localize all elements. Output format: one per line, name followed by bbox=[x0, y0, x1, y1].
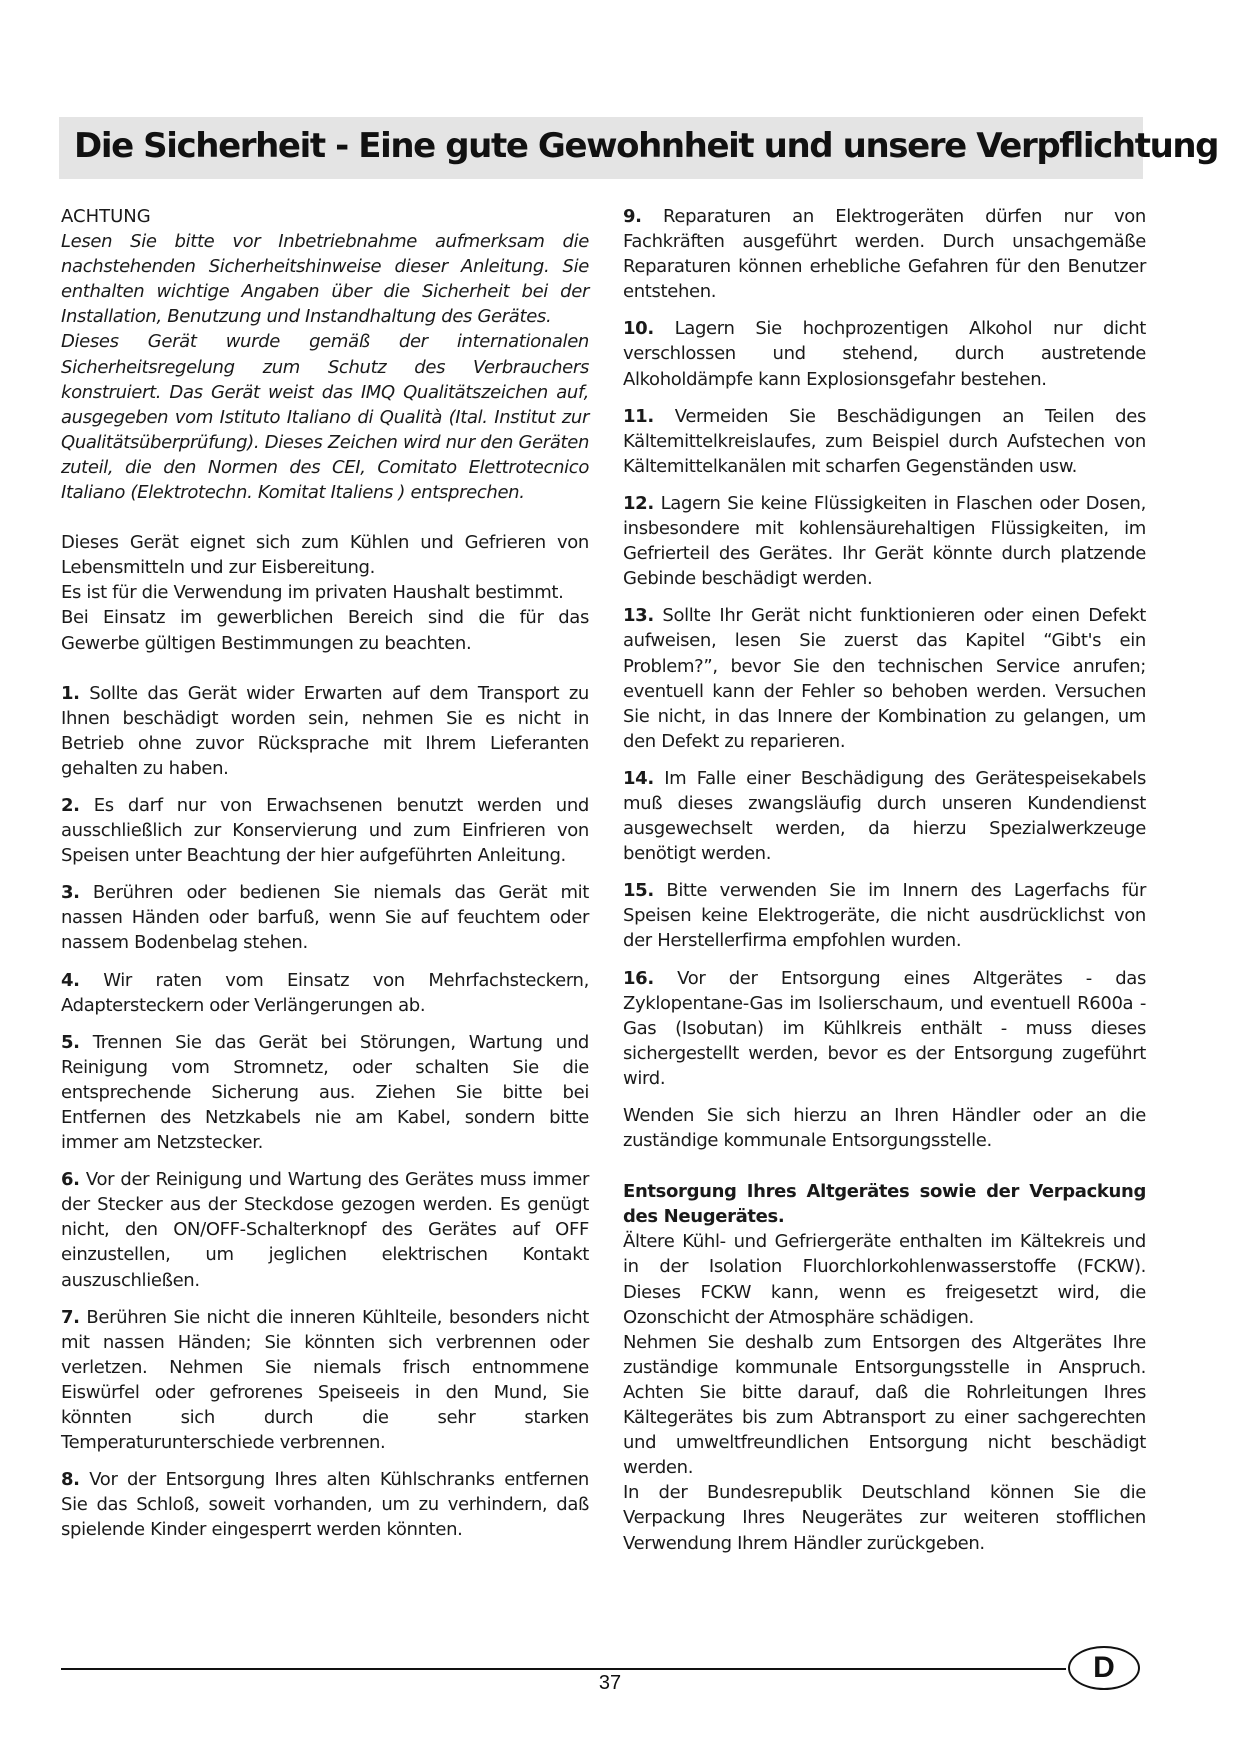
item-number: 15. bbox=[623, 880, 654, 902]
safety-item-10 bbox=[623, 316, 1146, 391]
safety-item-12 bbox=[623, 491, 1146, 591]
safety-item-8 bbox=[61, 1467, 589, 1542]
safety-item-6 bbox=[61, 1167, 589, 1292]
intro-paragraph-1: Lesen Sie bitte vor Inbetriebnahme aufmerksam die nachstehenden Sicherheitshinweise dieser Anleitung. Sie enthalten wichtige Angaben über die Sicherheit bei der Installation, Benutzung und Instandhaltung des Gerätes. bbox=[61, 231, 589, 328]
safety-item-2 bbox=[61, 793, 589, 868]
item-text: Berühren oder bedienen Sie niemals das Gerät mit nassen Händen oder barfuß, wenn Sie auf feuchtem oder nassem Bodenbelag stehen. bbox=[61, 882, 589, 954]
left-column bbox=[61, 204, 589, 1555]
item-number: 1. bbox=[61, 682, 80, 704]
achtung-heading: ACHTUNG bbox=[61, 206, 151, 227]
item-number: 5. bbox=[61, 1031, 80, 1053]
language-badge: D bbox=[1068, 1646, 1140, 1690]
item-text: Sollte das Gerät wider Erwarten auf dem Transport zu Ihnen beschädigt worden sein, nehmen Sie es nicht in Betrieb ohne zuvor Rücksprache mit Ihrem Lieferanten gehalten zu haben. bbox=[61, 682, 589, 779]
item-text: Reparaturen an Elektrogeräten dürfen nur von Fachkräften ausgeführt werden. Durch unsachgemäße Reparaturen können erhebliche Gefahren für den Benutzer entstehen. bbox=[623, 206, 1146, 303]
item-number: 9. bbox=[623, 206, 642, 227]
item-text: Sollte Ihr Gerät nicht funktionieren oder einen Defekt aufweisen, lesen Sie zuerst das Kapitel “Gibt's ein Problem?”, bevor Sie den technischen Service anrufen; eventuell kann der Fehler so behoben werden. Versuchen Sie nicht, in das Innere der Kombination zu gelangen, um den Defekt zu reparieren. bbox=[623, 605, 1146, 752]
item-number: 11. bbox=[623, 405, 654, 427]
disposal-paragraph-3: In der Bundesrepublik Deutschland können Sie die Verpackung Ihres Neugerätes zur weiteren stofflichen Verwendung Ihrem Händler zurückgeben. bbox=[623, 1482, 1146, 1554]
item-text: Berühren Sie nicht die inneren Kühlteile, besonders nicht mit nassen Händen; Sie könnten sich verbrennen oder verletzen. Nehmen Sie niemals frisch entnommene Eiswürfel oder gefrorenes Speiseeis in den Mund, Sie könnten sich durch die sehr starken Temperaturunterschiede verbrennen. bbox=[61, 1306, 589, 1454]
item-text: Wir raten vom Einsatz von Mehrfachsteckern, Adaptersteckern oder Verlängerungen ab. bbox=[61, 969, 589, 1016]
item-number: 3. bbox=[61, 882, 80, 904]
safety-item-1 bbox=[61, 681, 589, 781]
safety-item-11 bbox=[623, 404, 1146, 479]
disposal-paragraph-2: Nehmen Sie deshalb zum Entsorgen des Altgerätes Ihre zuständige kommunale Entsorgungsstelle in Anspruch. Achten Sie bitte darauf, daß die Rohrleitungen Ihres Kältegerätes bis zum Abtransport zu einer sachgerechten und umweltfreundlichen Entsorgung nicht beschädigt werden. bbox=[623, 1331, 1146, 1479]
safety-item-15 bbox=[623, 878, 1146, 953]
item-number: 4. bbox=[61, 969, 80, 991]
right-column bbox=[623, 204, 1146, 1556]
item-text: Im Falle einer Beschädigung des Gerätespeisekabels muß dieses zwangsläufig durch unseren Kundendienst ausgewechselt werden, da hierzu Spezialwerkzeuge benötigt werden. bbox=[623, 767, 1146, 865]
item-text: Vermeiden Sie Beschädigungen an Teilen des Kältemittelkreislaufes, zum Beispiel durch Aufstechen von Kältemittelkanälen mit scharfen Gegenständen usw. bbox=[623, 405, 1146, 477]
item-number: 13. bbox=[623, 605, 654, 627]
item-number: 10. bbox=[623, 318, 654, 340]
safety-item-3 bbox=[61, 880, 589, 955]
item-number: 2. bbox=[61, 794, 80, 816]
item-text: Lagern Sie hochprozentigen Alkohol nur dicht verschlossen und stehend, durch austretende Alkoholdämpfe kann Explosionsgefahr bestehen. bbox=[623, 318, 1146, 390]
usage-paragraph-3: Bei Einsatz im gewerblichen Bereich sind die für das Gewerbe gültigen Bestimmungen zu beachten. bbox=[61, 607, 589, 654]
disposal-heading: Entsorgung Ihres Altgerätes sowie der Verpackung des Neugerätes. bbox=[623, 1181, 1146, 1228]
item-number: 16. bbox=[623, 967, 654, 989]
usage-paragraph-2: Es ist für die Verwendung im privaten Haushalt bestimmt. bbox=[61, 582, 564, 604]
item-number: 7. bbox=[61, 1306, 80, 1328]
safety-item-9 bbox=[623, 204, 1146, 304]
safety-item-7 bbox=[61, 1305, 589, 1456]
safety-item-5 bbox=[61, 1030, 589, 1155]
item-text: Vor der Reinigung und Wartung des Gerätes muss immer der Stecker aus der Steckdose gezogen werden. Es genügt nicht, den ON/OFF-Schalterknopf des Gerätes auf OFF einzustellen, um jeglichen elektrischen Kontakt auszuschließen. bbox=[61, 1169, 589, 1291]
item-number: 6. bbox=[61, 1169, 80, 1191]
item-number: 8. bbox=[61, 1469, 80, 1491]
title-bar bbox=[59, 117, 1219, 179]
item-text: Bitte verwenden Sie im Innern des Lagerfachs für Speisen keine Elektrogeräte, die nicht ausdrücklichst von der Herstellerfirma empfohlen wurden. bbox=[623, 880, 1146, 952]
intro-paragraph-2: Dieses Gerät wurde gemäß der internationalen Sicherheitsregelung zum Schutz des Verbrauchers konstruiert. Das Gerät weist das IMQ Qualitätszeichen auf, ausgegeben vom Istituto Italiano di Qualità (Ital. Institut zur Qualitätsüberprüfung). Dieses Zeichen wird nur den Geräten zuteil, die den Normen des CEI, Comitato Elettrotecnico Italiano (Elektrotechn. Komitat Italiens ) entsprechen. bbox=[61, 331, 589, 504]
item-text: Trennen Sie das Gerät bei Störungen, Wartung und Reinigung vom Stromnetz, oder schalten Sie die entsprechende Sicherung aus. Ziehen Sie bitte bei Entfernen des Netzkabels nie am Kabel, sondern bitte immer am Netzstecker. bbox=[61, 1031, 589, 1154]
safety-item-13 bbox=[623, 603, 1146, 754]
item-text: Vor der Entsorgung Ihres alten Kühlschranks entfernen Sie das Schloß, soweit vorhanden, um zu verhindern, daß spielende Kinder eingesperrt werden könnten. bbox=[61, 1469, 589, 1541]
item-number: 12. bbox=[623, 492, 654, 514]
footer-rule bbox=[61, 1668, 1066, 1670]
item-text: Vor der Entsorgung eines Altgerätes - das Zyklopentane-Gas im Isolierschaum, und eventuell R600a - Gas (Isobutan) im Kühlkreis enthält - muss dieses sichergestellt werden, bevor es der Entsorgung zugeführt wird. bbox=[623, 967, 1146, 1089]
disposal-paragraph-1: Ältere Kühl- und Gefriergeräte enthalten im Kältekreis und in der Isolation Fluorchlorkohlenwasserstoffe (FCKW). Dieses FCKW kann, wenn es freigesetzt wird, die Ozonschicht der Atmosphäre schädigen. bbox=[623, 1231, 1146, 1328]
item-text: Lagern Sie keine Flüssigkeiten in Flaschen oder Dosen, insbesondere mit kohlensäurehaltigen Flüssigkeiten, im Gefrierteil des Gerätes. Ihr Gerät könnte durch platzende Gebinde beschädigt werden. bbox=[623, 492, 1146, 590]
safety-item-4 bbox=[61, 968, 589, 1018]
safety-item-16 bbox=[623, 966, 1146, 1091]
usage-paragraph-1: Dieses Gerät eignet sich zum Kühlen und Gefrieren von Lebensmitteln und zur Eisbereitung. bbox=[61, 532, 589, 579]
page-title: Die Sicherheit - Eine gute Gewohnheit und unsere Verpflichtung bbox=[74, 126, 1219, 166]
dealer-paragraph: Wenden Sie sich hierzu an Ihren Händler oder an die zuständige kommunale Entsorgungsstelle. bbox=[623, 1105, 1146, 1152]
item-text: Es darf nur von Erwachsenen benutzt werden und ausschließlich zur Konservierung und zum Einfrieren von Speisen unter Beachtung der hier aufgeführten Anleitung. bbox=[61, 794, 589, 867]
item-number: 14. bbox=[623, 767, 654, 789]
safety-item-14 bbox=[623, 766, 1146, 866]
page-number: 37 bbox=[598, 1672, 622, 1694]
